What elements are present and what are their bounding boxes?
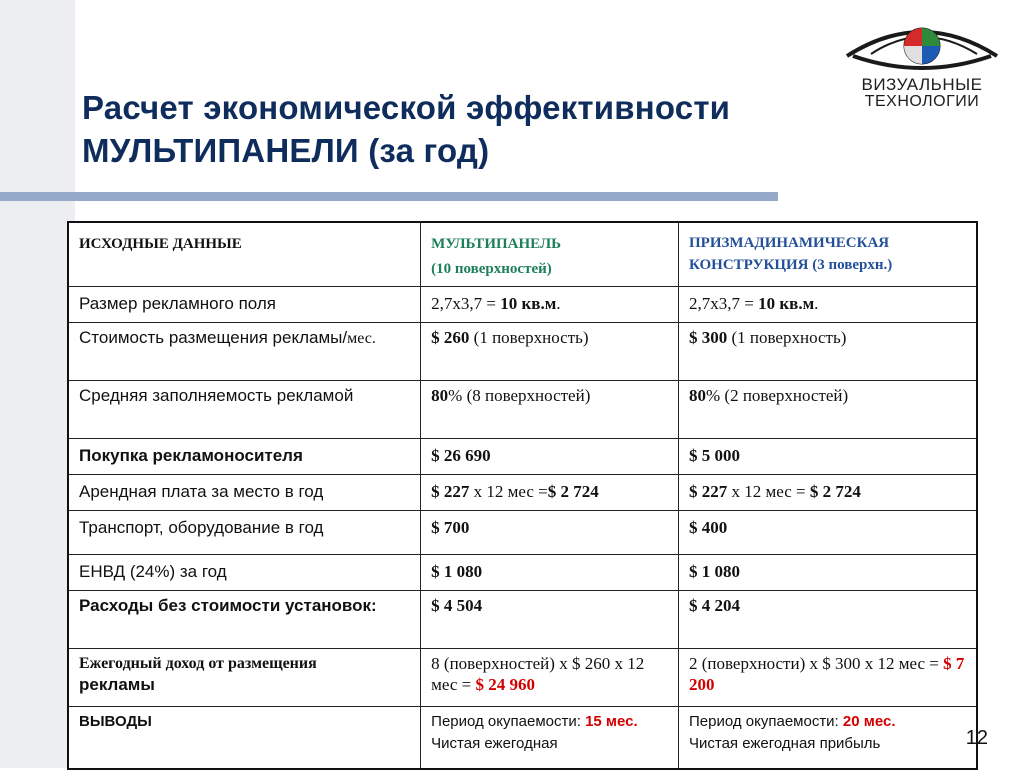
row-multipanel-value: $ 700	[421, 511, 679, 555]
header-prism-title: ПРИЗМАДИНАМИЧЕСКАЯ	[689, 235, 890, 251]
row-prism-value: $ 4 204	[679, 591, 978, 649]
row-label: Стоимость размещения рекламы/мес.	[68, 323, 421, 381]
row-label: Транспорт, оборудование в год	[68, 511, 421, 555]
row-prism-value: 2,7х3,7 = 10 кв.м.	[679, 287, 978, 323]
table-header-row	[68, 222, 977, 287]
efficiency-table	[67, 221, 978, 770]
row-prism-value: 80% (2 поверхностей)	[679, 381, 978, 439]
logo-line-1: ВИЗУАЛЬНЫЕ	[861, 75, 983, 94]
row-multipanel-value: $ 1 080	[421, 555, 679, 591]
row-label: Ежегодный доход от размещения рекламы	[68, 649, 421, 707]
row-prism-value: $ 227 х 12 мес = $ 2 724	[679, 475, 978, 511]
header-prism	[679, 222, 978, 287]
company-logo	[843, 16, 1001, 116]
table-row	[68, 591, 977, 649]
row-multipanel-value: $ 4 504	[421, 591, 679, 649]
row-prism-value: $ 1 080	[679, 555, 978, 591]
row-label: ВЫВОДЫ	[68, 707, 421, 769]
row-prism-value: $ 5 000	[679, 439, 978, 475]
row-label: ЕНВД (24%) за год	[68, 555, 421, 591]
header-prism-construction: КОНСТРУКЦИЯ	[689, 257, 809, 273]
header-source-data	[68, 222, 421, 287]
title-line-1: Расчет экономической эффективности	[82, 89, 731, 126]
table-row	[68, 439, 977, 475]
header-multipanel	[421, 222, 679, 287]
row-multipanel-value: $ 26 690	[421, 439, 679, 475]
table-row-conclusions	[68, 707, 977, 769]
table-row	[68, 649, 977, 707]
row-prism-value: Период окупаемости: 20 мес. Чистая ежегодная прибыль	[679, 707, 978, 769]
row-multipanel-value: 2,7х3,7 = 10 кв.м.	[421, 287, 679, 323]
row-label: Покупка рекламоносителя	[68, 439, 421, 475]
logo-wordmark	[843, 76, 1001, 110]
header-multipanel-title: МУЛЬТИПАНЕЛЬ	[431, 236, 562, 252]
row-label: Арендная плата за место в год	[68, 475, 421, 511]
row-label: Средняя заполняемость рекламой	[68, 381, 421, 439]
table-row	[68, 475, 977, 511]
header-source-data-label: ИСХОДНЫЕ ДАННЫЕ	[79, 236, 242, 252]
table-row	[68, 511, 977, 555]
slide-title	[82, 86, 862, 172]
row-multipanel-value: Период окупаемости: 15 мес. Чистая ежегодная	[421, 707, 679, 769]
row-label: Размер рекламного поля	[68, 287, 421, 323]
title-underline	[0, 192, 778, 201]
header-prism-surfaces: (3 поверхн.)	[808, 257, 893, 273]
table-row	[68, 323, 977, 381]
row-prism-value: 2 (поверхности) х $ 300 х 12 мес = $ 7 200	[679, 649, 978, 707]
row-label: Расходы без стоимости установок:	[68, 591, 421, 649]
row-prism-value: $ 300 (1 поверхность)	[679, 323, 978, 381]
table-row	[68, 287, 977, 323]
left-decorative-band	[0, 0, 75, 768]
eye-logo-icon	[843, 16, 1001, 78]
row-prism-value: $ 400	[679, 511, 978, 555]
row-multipanel-value: 80% (8 поверхностей)	[421, 381, 679, 439]
header-multipanel-subtitle: (10 поверхностей)	[431, 261, 552, 277]
row-multipanel-value: $ 260 (1 поверхность)	[421, 323, 679, 381]
logo-line-2: ТЕХНОЛОГИИ	[864, 93, 980, 110]
table-row	[68, 555, 977, 591]
row-multipanel-value: $ 227 х 12 мес =$ 2 724	[421, 475, 679, 511]
title-line-2: МУЛЬТИПАНЕЛИ (за год)	[82, 132, 490, 169]
page-number: 12	[965, 727, 988, 749]
table-row	[68, 381, 977, 439]
row-multipanel-value: 8 (поверхностей) х $ 260 х 12 мес = $ 24 960	[421, 649, 679, 707]
